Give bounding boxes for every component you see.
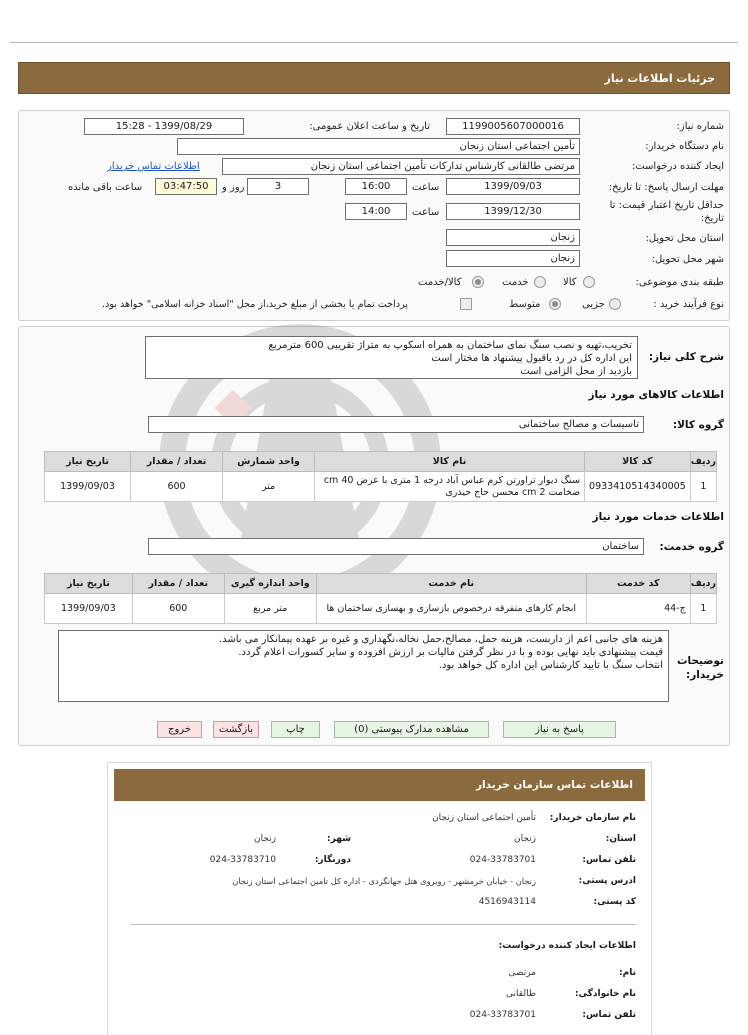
goods-table <box>44 451 717 502</box>
remaining-time-field: 03:47:50 <box>155 178 217 195</box>
validity-time-field: 14:00 <box>345 203 407 220</box>
contact-divider <box>130 924 636 925</box>
buyer-org-field: تأمین اجتماعی استان زنجان <box>177 138 580 155</box>
services-row-date: 1399/09/03 <box>45 594 133 624</box>
creator-first-name-label: نام: <box>619 968 636 978</box>
contact-fax-value: 024-33783710 <box>209 855 276 865</box>
services-col-date: تاریخ نیاز <box>45 574 133 594</box>
table-row <box>45 594 717 624</box>
buyer-contact-link[interactable]: اطلاعات تماس خریدار <box>107 161 200 172</box>
exit-button[interactable]: خروج <box>157 721 202 738</box>
treasury-payment-checkbox[interactable] <box>460 298 472 310</box>
creator-last-name-label: نام خانوادگی: <box>574 989 636 999</box>
process-minor-radio[interactable] <box>609 298 621 310</box>
services-row-unit: متر مربع <box>224 594 316 624</box>
creator-field: مرتضی طالقانی کارشناس تدارکات تأمین اجتماعی استان زنجان <box>222 158 580 175</box>
need-number-label: شماره نیاز: <box>676 121 724 132</box>
services-col-code: کد خدمت <box>586 574 690 594</box>
services-group-field: ساختمان <box>148 538 644 555</box>
category-service-label: خدمت <box>502 277 529 288</box>
contact-province-value: زنجان <box>513 834 536 844</box>
goods-row-qty: 600 <box>131 472 223 502</box>
creator-first-name-value: مرتضی <box>508 968 536 978</box>
reply-deadline-label: مهلت ارسال پاسخ: تا تاریخ: <box>608 182 724 193</box>
goods-row-name: سنگ دیوار تراورتن کرم عباس آباد درجه 1 متری با عرض 40 cm ضخامت 2 cm محسن حاج حیدری <box>315 472 585 502</box>
print-button[interactable]: چاپ <box>271 721 320 738</box>
validity-date-field: 1399/12/30 <box>446 203 580 220</box>
creator-label: ایجاد کننده درخواست: <box>631 161 724 172</box>
price-validity-label-2: تاریخ: <box>700 213 724 224</box>
category-goods-service-radio[interactable] <box>472 276 484 288</box>
contact-card-header <box>114 769 645 801</box>
process-minor-label: جزیی <box>582 299 605 310</box>
days-field: 3 <box>247 178 309 195</box>
services-col-unit: واحد اندازه گیری <box>224 574 316 594</box>
services-table-wrap <box>44 573 717 624</box>
days-label: روز و <box>222 182 245 193</box>
goods-col-row: ردیف <box>690 452 716 472</box>
services-row-code: ج-44 <box>586 594 690 624</box>
treasury-payment-note: پرداخت تمام یا بخشی از مبلغ خرید،از محل "اسناد خزانه اسلامی" خواهد بود. <box>102 299 408 310</box>
view-attachments-button[interactable]: مشاهده مدارک پیوستی (0) <box>334 721 489 738</box>
creator-phone-value: 024-33783701 <box>469 1010 536 1020</box>
goods-group-field: تاسیسات و مصالح ساختمانی <box>148 416 644 433</box>
contact-address-label: ادرس پستی: <box>578 876 636 886</box>
price-validity-label: حداقل تاریخ اعتبار قیمت: تا <box>609 200 724 211</box>
reply-time-field: 16:00 <box>345 178 407 195</box>
goods-row-code: 0933410514340005 <box>585 472 691 502</box>
goods-group-label: گروه کالا: <box>672 419 724 431</box>
services-row-qty: 600 <box>132 594 224 624</box>
announce-field: 1399/08/29 - 15:28 <box>84 118 244 135</box>
services-section-title: اطلاعات خدمات مورد نیاز <box>592 511 724 523</box>
category-goods-service-label: کالا/خدمت <box>418 277 462 288</box>
creator-last-name-value: طالقانی <box>506 989 536 999</box>
reply-button[interactable]: پاسخ به نیاز <box>503 721 616 738</box>
description-text: تخریب،تهیه و نصب سنگ نمای ساختمان به همراه اسکوپ به متراژ تقریبی 600 مترمربع این اداره کل در رد یاقبول پیشنهاد ها مختار است بازدید از محل الزامی است <box>145 336 638 379</box>
province-label: استان محل تحویل: <box>645 233 724 244</box>
category-label: طبقه بندی موضوعی: <box>635 277 724 288</box>
buyer-org-label: نام دستگاه خریدار: <box>645 141 724 152</box>
services-row-number: 1 <box>690 594 716 624</box>
description-label: شرح کلی نیاز: <box>648 351 724 363</box>
notes-label: توضیحات <box>676 655 724 667</box>
city-field: زنجان <box>446 250 580 267</box>
goods-row-date: 1399/09/03 <box>45 472 131 502</box>
services-col-row: ردیف <box>690 574 716 594</box>
notes-label-2: خریدار: <box>686 669 724 681</box>
contact-address-value: زنجان - خیابان خرمشهر - روبروی هتل جهانگردی - اداره کل تامین اجتماعی استان زنجان <box>232 876 536 886</box>
services-table <box>44 573 717 624</box>
goods-row-unit: متر <box>223 472 315 502</box>
category-service-radio[interactable] <box>534 276 546 288</box>
reply-time-label: ساعت <box>412 182 440 193</box>
goods-table-wrap <box>44 451 717 502</box>
contact-city-label: شهر: <box>327 834 351 844</box>
goods-section-title: اطلاعات کالاهای مورد نیاز <box>588 389 724 401</box>
table-row <box>45 472 717 502</box>
contact-city-value: زنجان <box>253 834 276 844</box>
contact-province-label: استان: <box>605 834 636 844</box>
services-group-label: گروه خدمت: <box>659 541 724 553</box>
back-button[interactable]: بازگشت <box>213 721 259 738</box>
contact-postal-value: 4516943114 <box>478 897 536 907</box>
services-col-qty: تعداد / مقدار <box>132 574 224 594</box>
contact-org-value: تأمین اجتماعی استان زنجان <box>432 813 536 823</box>
contact-fax-label: دورنگار: <box>314 855 351 865</box>
announce-label: تاریخ و ساعت اعلان عمومی: <box>309 121 430 132</box>
services-col-name: نام خدمت <box>316 574 586 594</box>
creator-info-title: اطلاعات ایجاد کننده درخواست: <box>498 941 636 951</box>
city-label: شهر محل تحویل: <box>651 254 724 265</box>
goods-row-number: 1 <box>690 472 716 502</box>
top-divider <box>10 42 738 43</box>
contact-phone-label: تلفن تماس: <box>582 855 636 865</box>
validity-time-label: ساعت <box>412 207 440 218</box>
creator-phone-label: تلفن تماس: <box>582 1010 636 1020</box>
goods-col-name: نام کالا <box>315 452 585 472</box>
buyer-contact-card <box>107 762 652 1035</box>
goods-col-qty: تعداد / مقدار <box>131 452 223 472</box>
process-medium-label: متوسط <box>509 299 541 310</box>
category-goods-radio[interactable] <box>583 276 595 288</box>
contact-phone-value: 024-33783701 <box>469 855 536 865</box>
category-goods-label: کالا <box>563 277 577 288</box>
process-medium-radio[interactable] <box>549 298 561 310</box>
page-title: جزئیات اطلاعات نیاز <box>604 71 715 85</box>
contact-card-title: اطلاعات تماس سازمان خریدار <box>476 779 633 791</box>
province-field: زنجان <box>446 229 580 246</box>
page-title-bar <box>18 62 730 94</box>
goods-col-unit: واحد شمارش <box>223 452 315 472</box>
need-number-field: 1199005607000016 <box>446 118 580 135</box>
buyer-notes-text: هزینه های جانبی اعم از داربست، هزینه حمل، مصالح،حمل نخاله،نگهداری و غیره بر عهده پیمانکار می باشد. قیمت پیشنهادی باید نهایی بوده و با در نظر گرفتن مالیات بر ارزش افزوده و سایر کسورات اعلام گردد. انتخاب سنگ با تایید کارشناس این اداره کل خواهد بود. <box>58 630 669 702</box>
remaining-label: ساعت باقی مانده <box>68 182 143 193</box>
goods-col-code: کد کالا <box>585 452 691 472</box>
contact-org-label: نام سازمان خریدار: <box>549 813 636 823</box>
reply-date-field: 1399/09/03 <box>446 178 580 195</box>
services-row-name: انجام کارهای متفرقه درخصوص بازسازی و بهسازی ساختمان ها <box>316 594 586 624</box>
goods-col-date: تاریخ نیاز <box>45 452 131 472</box>
contact-postal-label: کد پستی: <box>593 897 636 907</box>
process-label: نوع فرآیند خرید : <box>653 299 724 310</box>
